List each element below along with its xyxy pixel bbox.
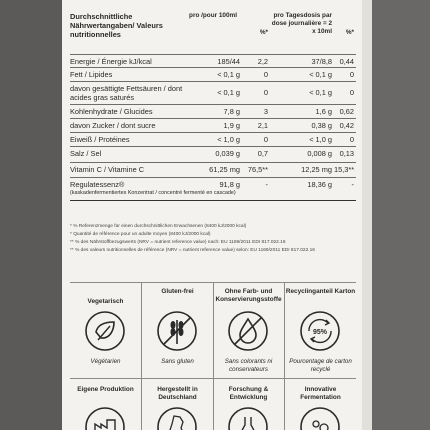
table-row: davon Zucker / dont sucre 1,9 g 2,1 0,38 g 0,42 bbox=[70, 118, 356, 132]
badge-made-in-germany: Hergestellt in Deutschland bbox=[142, 386, 213, 410]
header-per-100ml: pro /pour 100ml bbox=[189, 12, 237, 19]
table-row: Kohlenhydrate / Glucides 7,8 g 3 1,6 g 0,62 bbox=[70, 104, 356, 118]
recycle-percent: 95% bbox=[312, 329, 328, 336]
table-row: davon gesättigte Fettsäuren / dont acides gras saturés < 0,1 g 0 < 0,1 g 0 bbox=[70, 81, 356, 104]
nutrition-panel bbox=[62, 0, 362, 430]
table-header bbox=[70, 12, 356, 52]
research-icon bbox=[227, 406, 269, 430]
badge-recycling: Recyclinganteil Karton 95% Pourcentage de carton recyclé bbox=[285, 288, 356, 373]
drop-icon bbox=[227, 310, 269, 352]
table-row: Energie / Énergie kJ/kcal 185/44 2,2 37/8,8 0,44 bbox=[70, 54, 356, 67]
badge-vegetarian: Vegetarisch Végétarien bbox=[70, 288, 141, 312]
badge-own-production: Eigene Produktion bbox=[70, 386, 141, 410]
germany-icon bbox=[156, 406, 198, 430]
table-bottom-rule bbox=[70, 200, 356, 202]
table-row: Regulatessenz® 91,8 g - 18,36 g - (kaskadenfermentiertes Konzentrat / concentré fermenté en cascade) bbox=[70, 177, 356, 200]
nutrition-table bbox=[70, 54, 356, 202]
footnote: ** % des valeurs nutritionnelles de référence (NRV = nutrient reference value) selon: EU 1169/2011 EDI 817.022.16 bbox=[70, 248, 315, 253]
badge-gluten-free: Gluten-frei Sans gluten bbox=[142, 288, 213, 312]
leaf-icon bbox=[84, 310, 126, 352]
footnote: * % Referenzmenge für einen durchschnittlichen Erwachsenen (8400 kJ/2000 kcal) bbox=[70, 224, 247, 229]
wheat-icon bbox=[156, 310, 198, 352]
badge-fermentation: Innovative Fermentation bbox=[285, 386, 356, 410]
header-pct: %* bbox=[259, 29, 268, 36]
header-daily: pro Tagesdosis par dose journalière = 2 x 10ml bbox=[271, 12, 332, 35]
recycle-icon bbox=[299, 310, 341, 352]
regulatessenz-note: (kaskadenfermentiertes Konzentrat / concentré fermenté en cascade) bbox=[70, 190, 236, 196]
background-surface bbox=[372, 0, 430, 430]
package-edge bbox=[362, 0, 372, 430]
footnotes bbox=[70, 223, 356, 255]
production-icon bbox=[84, 406, 126, 430]
table-row: Eiweiß / Protéines < 1,0 g 0 < 1,0 g 0 bbox=[70, 132, 356, 146]
table-row: Fett / Lipides < 0,1 g 0 < 0,1 g 0 bbox=[70, 67, 356, 81]
footnote: * Quantité de référence pour un adulte moyen (8400 kJ/2000 kcal) bbox=[70, 232, 211, 237]
divider bbox=[70, 378, 356, 379]
table-row: Salz / Sel 0,039 g 0,7 0,008 g 0,13 bbox=[70, 146, 356, 162]
fermentation-icon bbox=[299, 406, 341, 430]
header-name: Durchschnittliche Nährwertangaben/ Valeurs nutritionnelles bbox=[70, 12, 163, 39]
footnote: ** % des Nährstoffbezugswerts (NRV = nutrient reference value) nach: EU 1169/2011 EDI 817.022.16 bbox=[70, 240, 286, 245]
header-pct2: %* bbox=[345, 29, 354, 36]
badge-research: Forschung & Entwicklung bbox=[213, 386, 284, 410]
badge-no-additives: Ohne Farb- und Konservierungsstoffe Sans colorants ni conservateurs bbox=[215, 288, 282, 373]
table-row: Vitamin C / Vitamine C 61,25 mg 76,5** 12,25 mg 15,3** bbox=[70, 162, 356, 177]
